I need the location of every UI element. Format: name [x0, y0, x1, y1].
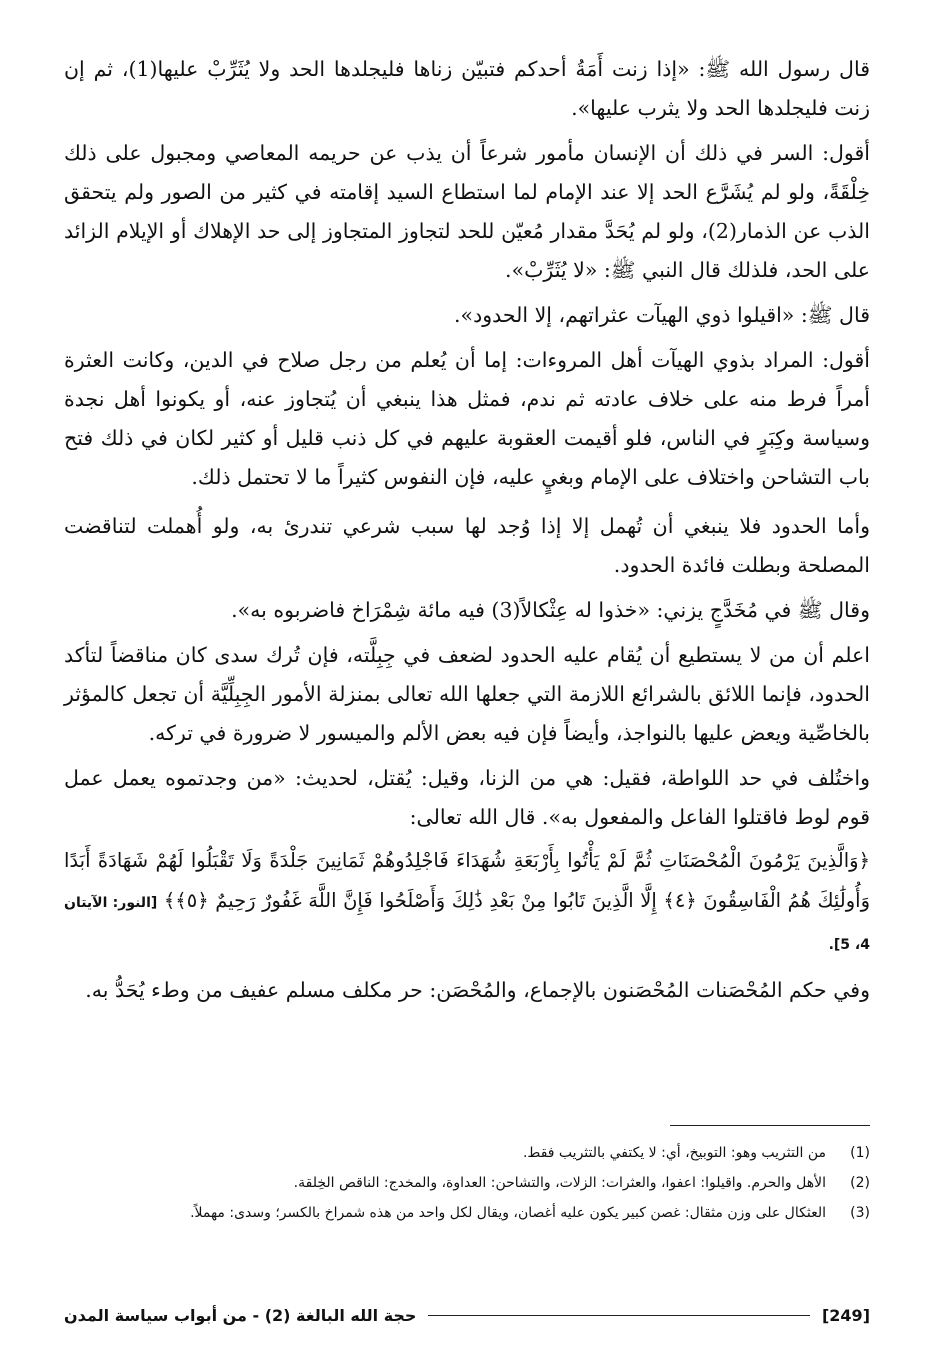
- footnotes: [64, 1138, 870, 1228]
- running-title: حجة الله البالغة (2) - من أبواب سياسة المدن: [64, 1305, 417, 1325]
- paragraph-hudud: وأما الحدود فلا ينبغي أن تُهمل إلا إذا وُجد لها سبب شرعي تندرئ به، ولو أُهملت لتناقضت المصلحة وبطلت فائدة الحدود.: [64, 514, 870, 577]
- paragraph-commentary-1: أقول: السر في ذلك أن الإنسان مأمور شرعاً أن يذب عن حريمه المعاصي ومجبول على ذلك خِلْقَةً، ولو لم يُشَرَّع الحد إلا عند الإمام لما استطاع السيد إقامته في كثير من الصور ولم يتحقق الذب عن الذمار(2)، ولو لم يُحَدَّ مقدار مُعيّن للحد لتجاوز المتجاوز إلى حد الإهلاك أو الإيلام الزائد على الحد، فلذلك قال النبي ﷺ: «لا يُثَرِّبْ».: [64, 141, 870, 282]
- footnote-text: العثكال على وزن مثقال: غصن كبير يكون عليه أغصان، ويقال لكل واحد من هذه شمراخ بالكسر؛ وسدى: مهملاً.: [190, 1205, 826, 1221]
- paragraph-hadith-amah: قال رسول الله ﷺ: «إذا زنت أَمَةُ أحدكم فتبيّن زناها فليجلدها الحد ولا يُثَرِّبْ عليها(1)، ثم إن زنت فليجلدها الحد ولا يثرب عليها».: [64, 57, 870, 120]
- paragraph-muhsan: وفي حكم المُحْصَنات المُحْصَنون بالإجماع، والمُحْصَن: حر مكلف مسلم عفيف من وطء يُحَدُّ به.: [85, 978, 870, 1002]
- quran-verse-text: ﴿وَالَّذِينَ يَرْمُونَ الْمُحْصَنَاتِ ثُمَّ لَمْ يَأْتُوا بِأَرْبَعَةِ شُهَدَاءَ فَاجْلِدُوهُمْ ثَمَانِينَ جَلْدَةً وَلَا تَقْبَلُوا لَهُمْ شَهَادَةً أَبَدًا وَأُولَٰئِكَ هُمُ الْفَاسِقُونَ ﴿٤﴾ إِلَّا الَّذِينَ تَابُوا مِنْ بَعْدِ ذَٰلِكَ وَأَصْلَحُوا فَإِنَّ اللَّهَ غَفُورٌ رَحِيمٌ ﴿٥﴾﴾: [64, 849, 870, 912]
- footnote-text: الأهل والحرم. واقيلوا: اعفوا، والعثرات: الزلات، والتشاحن: العداوة، والمخدج: الناقص الخِلقة.: [293, 1175, 826, 1191]
- footnote-item: [64, 1138, 870, 1168]
- main-text: [64, 50, 870, 1010]
- page-footer: [64, 1300, 870, 1330]
- paragraph-liwata: واختُلف في حد اللواطة، فقيل: هي من الزنا، وقيل: يُقتل، لحديث: «من وجدتموه يعمل عمل قوم لوط فاقتلوا الفاعل والمفعول به». قال الله تعالى:: [64, 766, 870, 829]
- footer-rule: [428, 1315, 810, 1316]
- paragraph-hadith-mukhadaj: وقال ﷺ في مُخَدَّجٍ يزني: «خذوا له عِثْكالاً(3) فيه مائة شِمْرَاخ فاضربوه به».: [231, 598, 870, 622]
- footnote-item: [64, 1198, 870, 1228]
- paragraph-commentary-3: اعلم أن من لا يستطيع أن يُقام عليه الحدود لضعف في جِبِلَّته، فإن تُرك سدى كان مناقضاً لتأكد الحدود، فإنما اللائق بالشرائع اللازمة التي جعلها الله تعالى بمنزلة الأمور الجِبِلِّيَّة أن تجعل كالمؤثر بالخاصِّية ويعض عليها بالنواجذ، وأيضاً فإن فيه بعض الألم والميسور لا ضرورة في تركه.: [64, 643, 870, 745]
- quran-verse: [64, 841, 870, 965]
- paragraph-commentary-2: أقول: المراد بذوي الهيآت أهل المروءات: إما أن يُعلم من رجل صلاح في الدين، وكانت العثرة أمراً فرط منه على خلاف عادته ثم ندم، فمثل هذا ينبغي أن يُتجاوز عنه، أو يكونوا أهل نجدة وسياسة وكِبَرٍ في الناس، فلو أقيمت العقوبة عليهم في كل ذنب قليل أو كثير لكان في ذلك فتح باب التشاحن واختلاف على الإمام وبغيٍ عليه، فإن النفوس كثيراً ما لا تحتمل ذلك.: [64, 348, 870, 489]
- footnote-item: [64, 1168, 870, 1198]
- footnote-text: من التثريب وهو: التوبيخ، أي: لا يكتفي بالتثريب فقط.: [522, 1145, 826, 1161]
- paragraph-hadith-hayaat: قال ﷺ: «اقيلوا ذوي الهيآت عثراتهم، إلا الحدود».: [454, 303, 870, 327]
- footnote-number: (3): [850, 1205, 870, 1221]
- quran-reference: [النور: الآيتان 4، 5].: [64, 895, 870, 953]
- footnote-number: (1): [850, 1145, 870, 1161]
- footnote-number: (2): [850, 1175, 870, 1191]
- page-number: [249]: [821, 1305, 870, 1325]
- footnote-divider: [670, 1125, 870, 1126]
